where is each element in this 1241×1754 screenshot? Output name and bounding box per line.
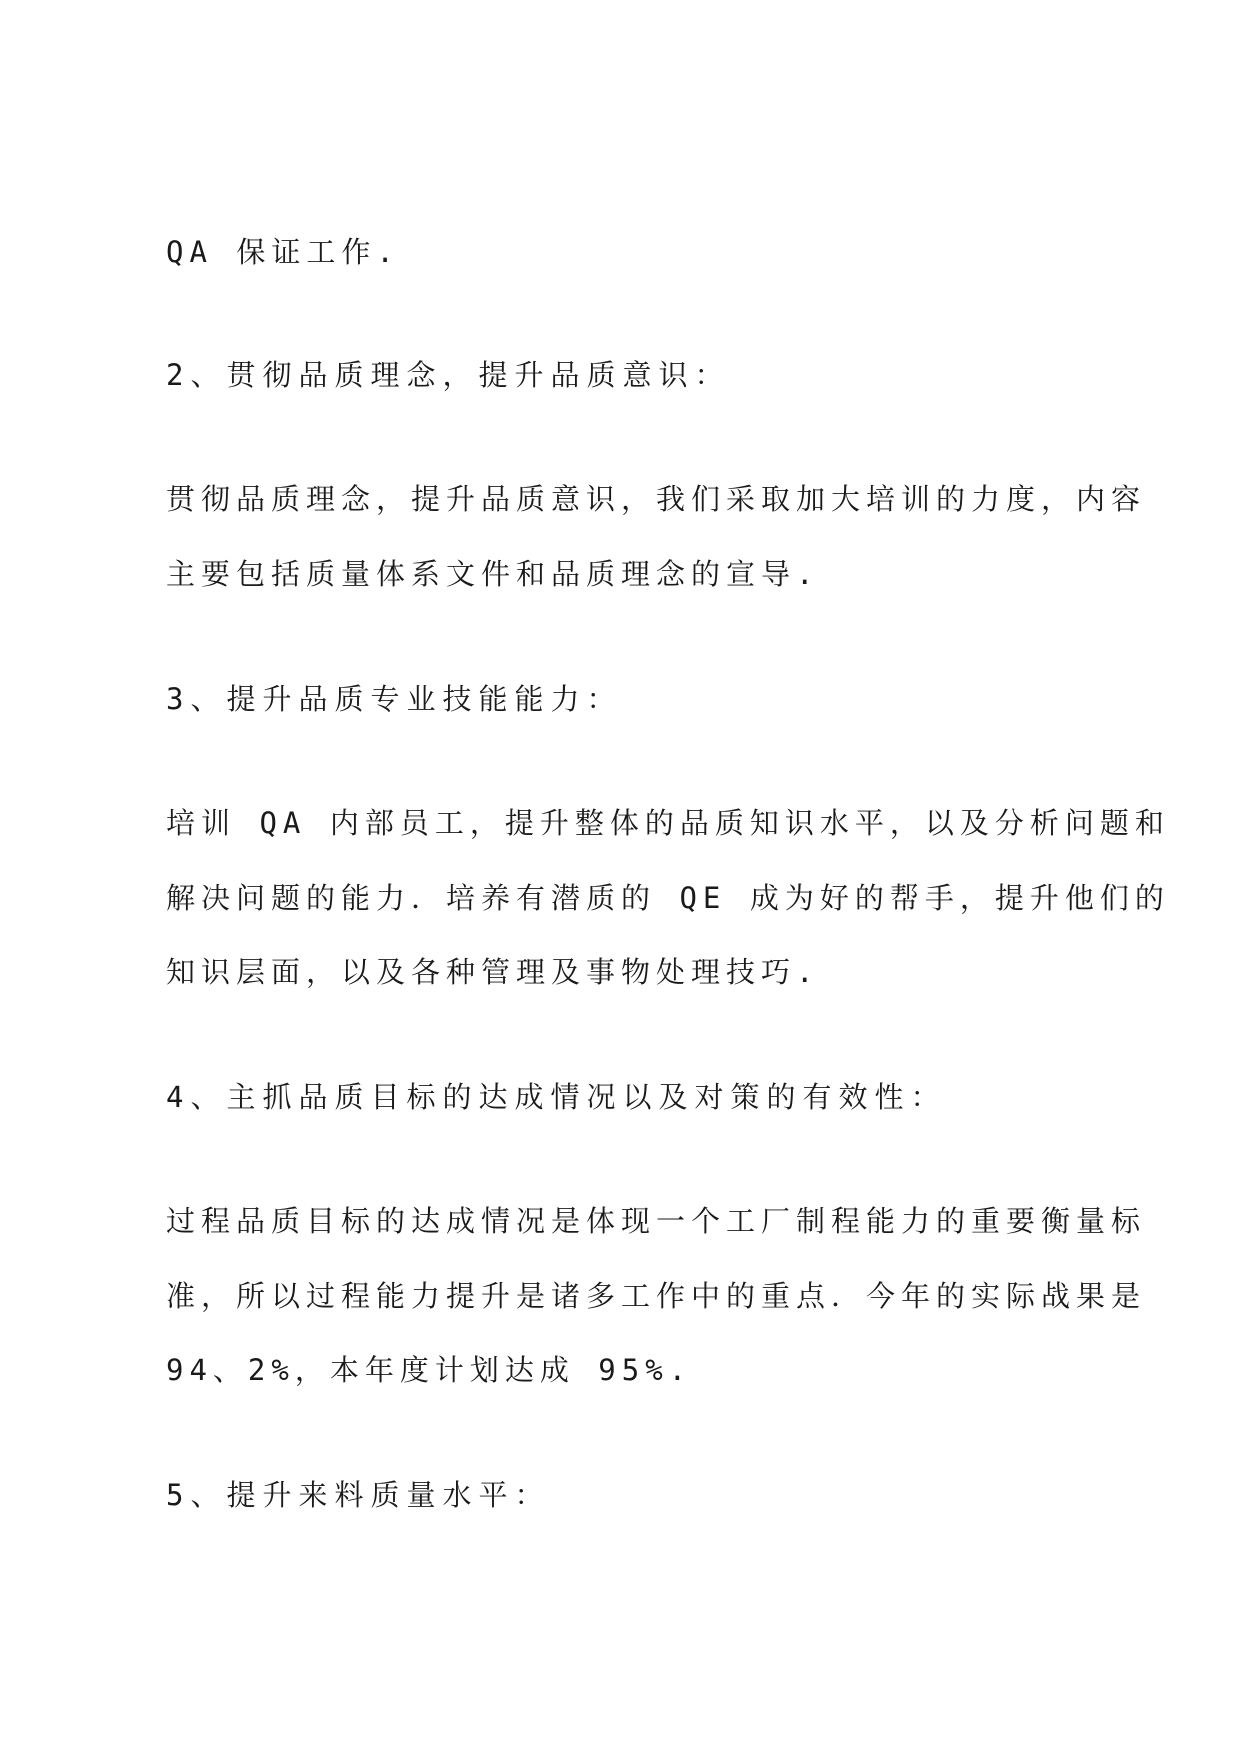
section-heading-5: 5、提升来料质量水平： <box>166 1478 551 1512</box>
section-heading-4: 4、主抓品质目标的达成情况以及对策的有效性： <box>166 1080 947 1114</box>
paragraph-line: 94、2%，本年度计划达成 95%. <box>166 1353 693 1387</box>
paragraph-line: 主要包括质量体系文件和品质理念的宣导. <box>166 557 820 591</box>
paragraph-line: QA 保证工作. <box>166 235 400 269</box>
paragraph-line: 解决问题的能力．培养有潜质的 QE 成为好的帮手，提升他们的 <box>166 881 1170 915</box>
section-heading-3: 3、提升品质专业技能能力： <box>166 682 623 716</box>
paragraph-line: 知识层面，以及各种管理及事物处理技巧. <box>166 955 820 989</box>
paragraph-line: 过程品质目标的达成情况是体现一个工厂制程能力的重要衡量标 <box>166 1204 1147 1238</box>
paragraph-line: 培训 QA 内部员工，提升整体的品质知识水平，以及分析问题和 <box>166 806 1170 840</box>
paragraph-line: 贯彻品质理念，提升品质意识，我们采取加大培训的力度，内容 <box>166 482 1147 516</box>
section-heading-2: 2、贯彻品质理念，提升品质意识： <box>166 358 731 392</box>
paragraph-line: 准，所以过程能力提升是诸多工作中的重点．今年的实际战果是 <box>166 1279 1147 1313</box>
